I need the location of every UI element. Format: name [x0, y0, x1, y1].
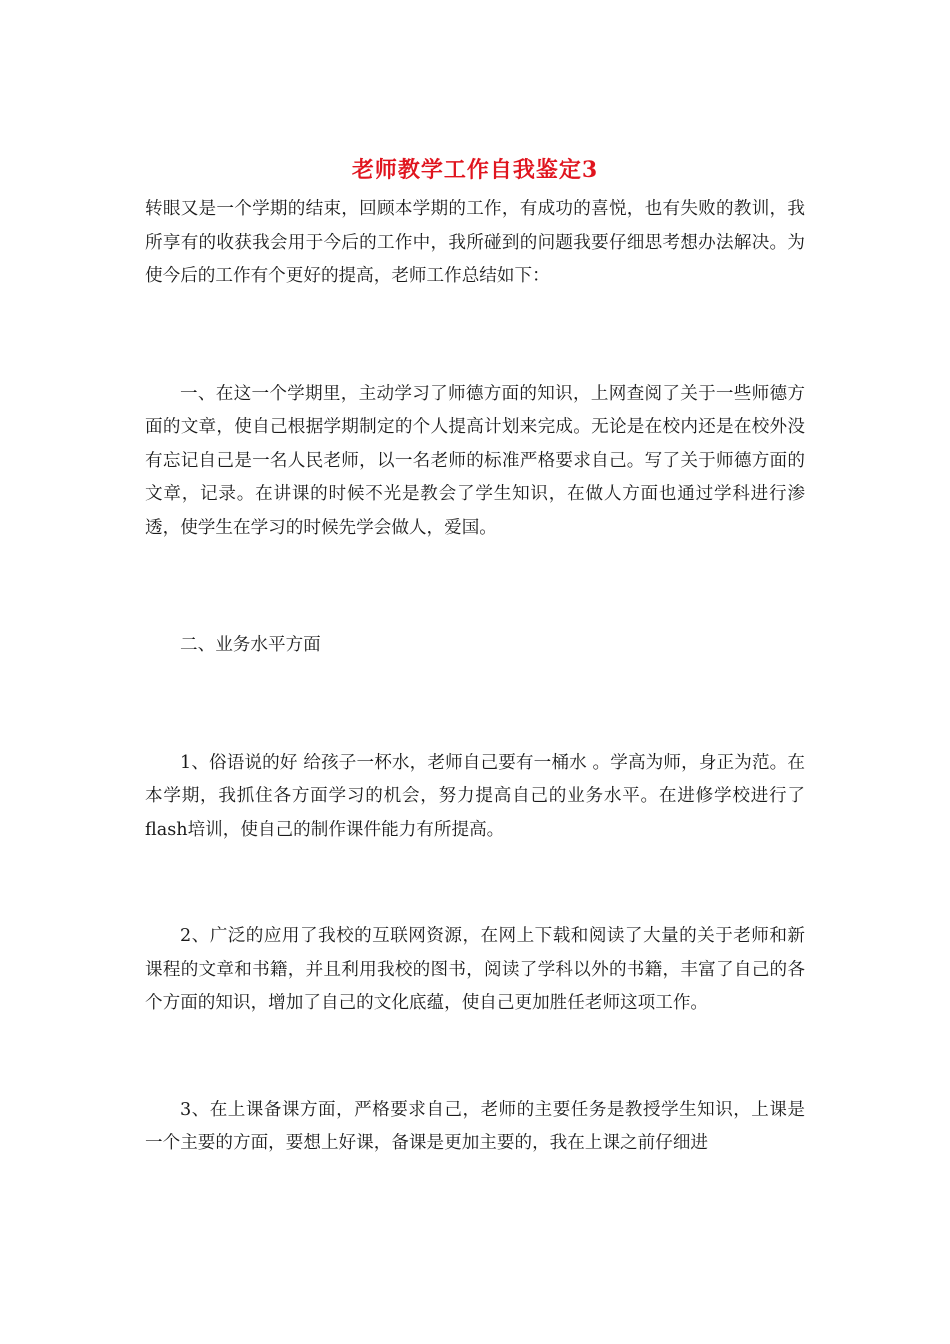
- item-one-paragraph: 1、俗语说的好 给孩子一杯水，老师自己要有一桶水 。学高为师，身正为范。在本学期，我抓住各方面学习的机会，努力提高自己的业务水平。在进修学校进行了flash培训，使自己的制作课件能力有所提高。: [145, 752, 805, 840]
- section-two-heading: 二、业务水平方面: [180, 635, 321, 655]
- document-body: [145, 193, 805, 1161]
- section-one-paragraph: 一、在这一个学期里，主动学习了师德方面的知识，上网查阅了关于一些师德方面的文章，使自己根据学期制定的个人提高计划来完成。无论是在校内还是在校外没有忘记自己是一名人民老师，以一名老师的标准严格要求自己。写了关于师德方面的文章，记录。在讲课的时候不光是教会了学生知识，在做人方面也通过学科进行渗透，使学生在学习的时候先学会做人，爱国。: [145, 383, 805, 538]
- item-two-paragraph: 2、广泛的应用了我校的互联网资源，在网上下载和阅读了大量的关于老师和新课程的文章和书籍，并且利用我校的图书，阅读了学科以外的书籍，丰富了自己的各个方面的知识，增加了自己的文化底蕴，使自己更加胜任老师这项工作。: [145, 926, 805, 1013]
- item-three-paragraph: 3、在上课备课方面，严格要求自己，老师的主要任务是教授学生知识，上课是一个主要的方面，要想上好课，备课是更加主要的，我在上课之前仔细进: [145, 1099, 805, 1153]
- intro-paragraph: 转眼又是一个学期的结束，回顾本学期的工作，有成功的喜悦，也有失败的教训，我所享有的收获我会用于今后的工作中，我所碰到的问题我要仔细思考想办法解决。为使今后的工作有个更好的提高，老师工作总结如下：: [145, 199, 805, 286]
- document-title: 老师教学工作自我鉴定3: [351, 157, 599, 183]
